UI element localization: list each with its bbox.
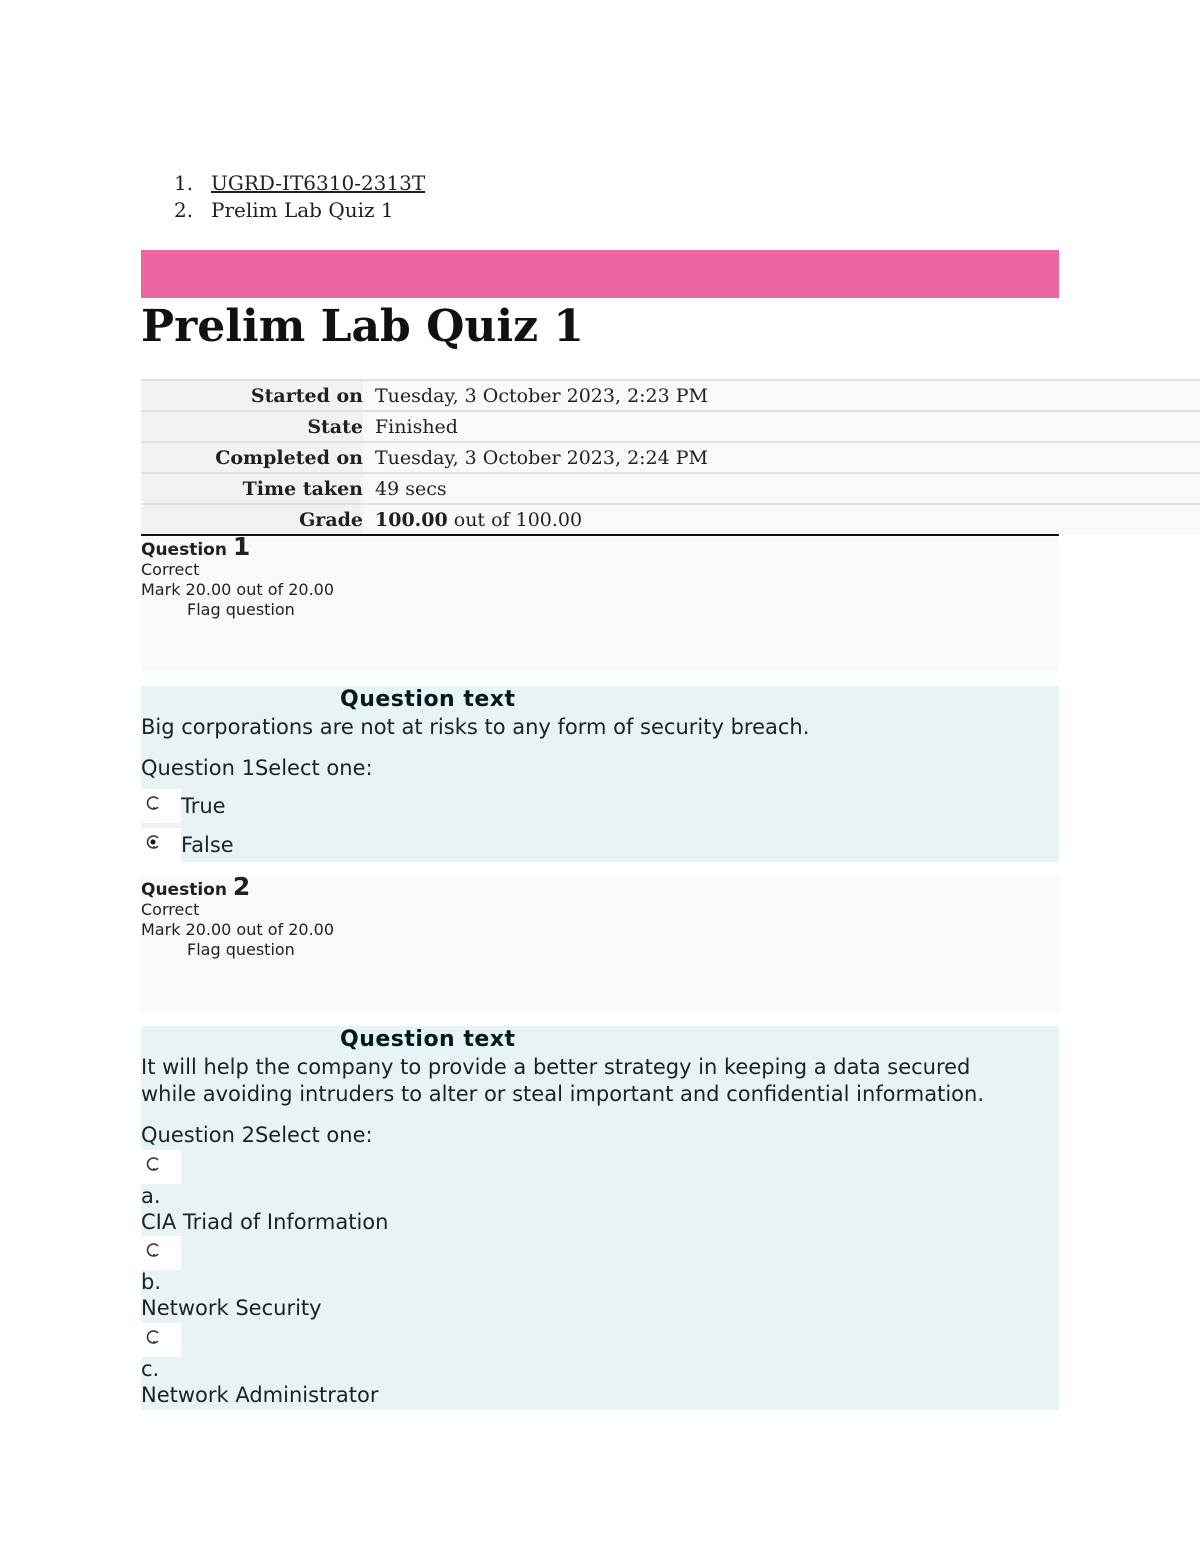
breadcrumb-item[interactable] bbox=[174, 170, 425, 197]
summary-row bbox=[141, 503, 1200, 534]
summary-label: Started on bbox=[141, 381, 363, 410]
breadcrumb-course-link[interactable]: UGRD-IT6310-2313T bbox=[211, 171, 426, 195]
summary-divider bbox=[141, 534, 1059, 536]
breadcrumb-number: 2. bbox=[174, 198, 194, 222]
summary-value: Finished bbox=[363, 412, 1200, 441]
answer-option-c[interactable] bbox=[141, 1323, 181, 1357]
summary-value: 49 secs bbox=[363, 474, 1200, 503]
summary-row bbox=[141, 441, 1200, 472]
select-prompt: Question 1Select one: bbox=[141, 756, 373, 780]
summary-row bbox=[141, 472, 1200, 503]
radio-a[interactable] bbox=[141, 1150, 181, 1184]
select-prompt: Question 2Select one: bbox=[141, 1123, 373, 1147]
question-mark: Mark 20.00 out of 20.00 bbox=[141, 580, 335, 599]
grade-total: out of 100.00 bbox=[447, 509, 583, 531]
flag-question-link[interactable]: Flag question bbox=[187, 940, 295, 959]
question-status: Correct bbox=[141, 900, 200, 919]
summary-label: Grade bbox=[141, 505, 363, 534]
summary-value: Tuesday, 3 October 2023, 2:24 PM bbox=[363, 443, 1200, 472]
answer-option-b[interactable] bbox=[141, 1236, 181, 1270]
radio-c[interactable] bbox=[141, 1323, 181, 1357]
summary-label: Time taken bbox=[141, 474, 363, 503]
breadcrumb-item bbox=[174, 197, 425, 224]
question-content-2 bbox=[141, 1026, 1059, 1410]
radio-icon bbox=[145, 1156, 161, 1172]
radio-true[interactable] bbox=[141, 789, 181, 823]
answer-option-true[interactable] bbox=[141, 789, 226, 823]
breadcrumb-current: Prelim Lab Quiz 1 bbox=[211, 198, 394, 222]
radio-icon bbox=[145, 795, 161, 811]
question-number: Question 2 bbox=[141, 872, 251, 901]
summary-row bbox=[141, 410, 1200, 441]
question-info-2 bbox=[141, 872, 1059, 1011]
question-content-1 bbox=[141, 686, 1059, 862]
summary-label: State bbox=[141, 412, 363, 441]
radio-icon bbox=[145, 1329, 161, 1345]
summary-row bbox=[141, 379, 1200, 410]
radio-selected-icon bbox=[145, 834, 161, 850]
radio-icon bbox=[145, 1242, 161, 1258]
flag-question-link[interactable]: Flag question bbox=[187, 600, 295, 619]
question-info-1 bbox=[141, 532, 1059, 671]
question-text: Big corporations are not at risks to any form of security breach. bbox=[141, 715, 810, 739]
option-label: True bbox=[181, 793, 226, 818]
attempt-summary-table bbox=[141, 379, 1200, 534]
breadcrumb bbox=[174, 170, 425, 224]
option-label: Network Security bbox=[141, 1296, 322, 1320]
grade-value: 100.00 bbox=[375, 509, 448, 531]
question-text: It will help the company to provide a better strategy in keeping a data secured while avoiding intruders to alter or steal important and confidential information. bbox=[141, 1055, 985, 1106]
page-title: Prelim Lab Quiz 1 bbox=[141, 301, 585, 352]
breadcrumb-number: 1. bbox=[174, 171, 194, 195]
summary-label: Completed on bbox=[141, 443, 363, 472]
radio-false-selected[interactable] bbox=[141, 828, 181, 862]
option-label: False bbox=[181, 832, 234, 857]
summary-value bbox=[363, 505, 1200, 534]
header-banner bbox=[141, 250, 1059, 298]
option-label: Network Administrator bbox=[141, 1383, 379, 1407]
answer-option-false[interactable] bbox=[141, 828, 234, 862]
option-letter: b. bbox=[141, 1270, 162, 1294]
answer-option-a[interactable] bbox=[141, 1150, 181, 1184]
question-status: Correct bbox=[141, 560, 200, 579]
question-text-heading: Question text bbox=[340, 1027, 516, 1052]
summary-value: Tuesday, 3 October 2023, 2:23 PM bbox=[363, 381, 1200, 410]
question-text-heading: Question text bbox=[340, 687, 516, 712]
option-letter: c. bbox=[141, 1357, 160, 1381]
option-letter: a. bbox=[141, 1184, 161, 1208]
radio-b[interactable] bbox=[141, 1236, 181, 1270]
option-label: CIA Triad of Information bbox=[141, 1210, 389, 1234]
question-mark: Mark 20.00 out of 20.00 bbox=[141, 920, 335, 939]
question-number: Question 1 bbox=[141, 532, 251, 561]
